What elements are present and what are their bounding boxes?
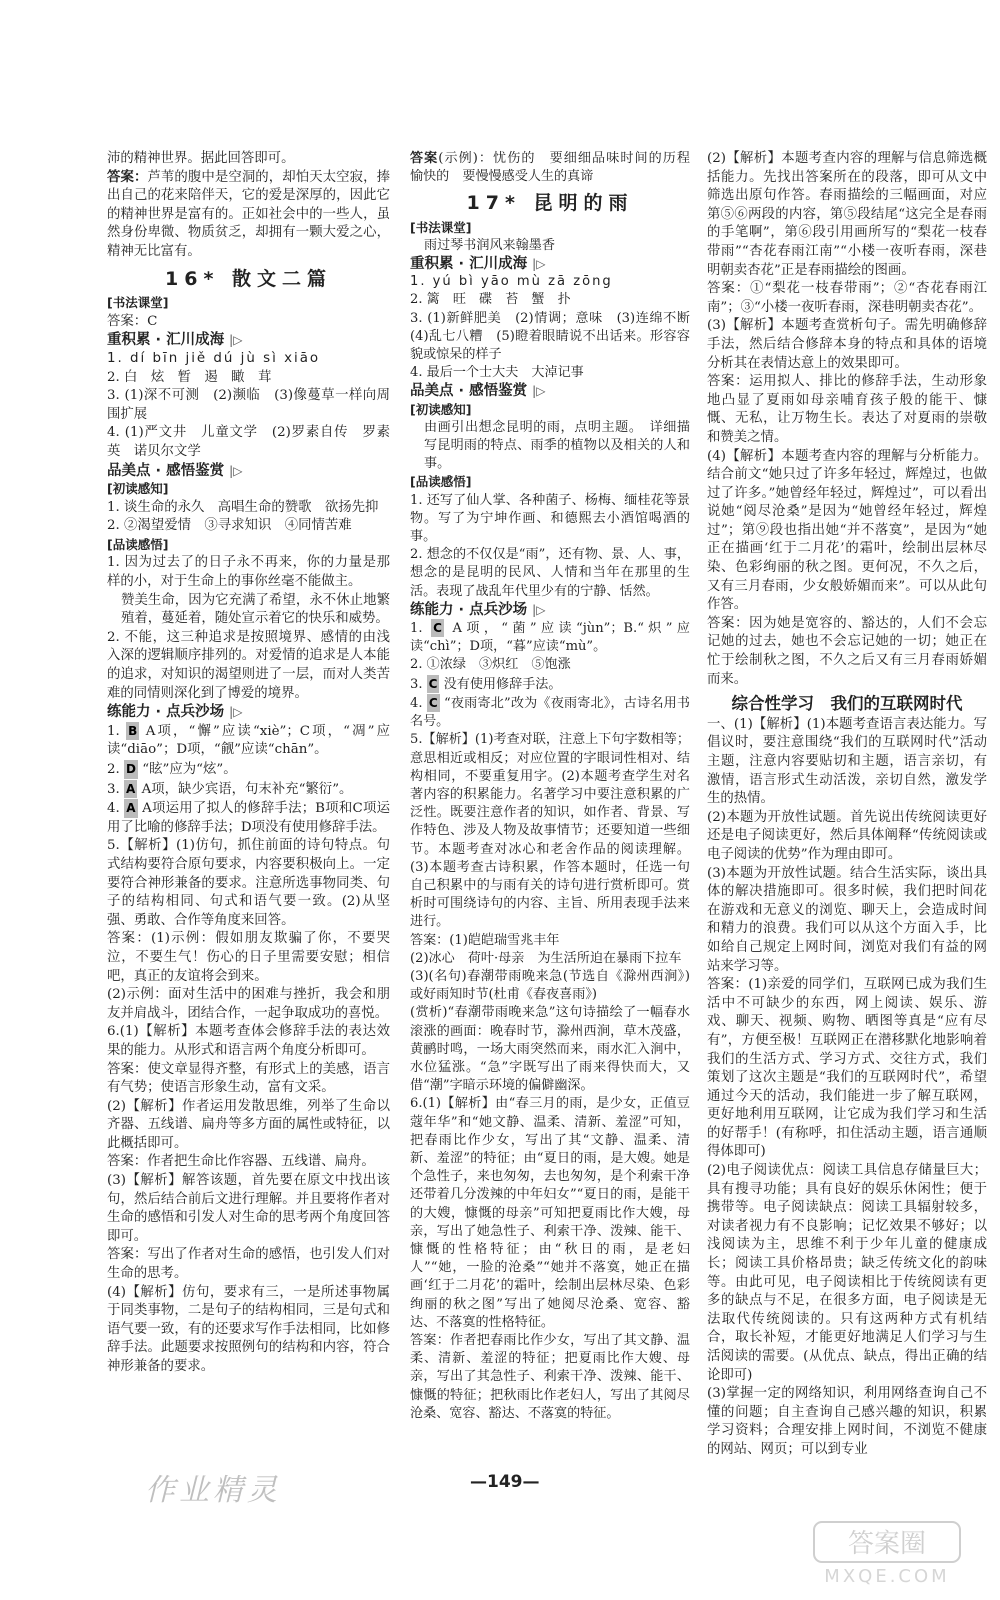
q1-pinyin: 1. yú bì yāo mù zā zōng bbox=[410, 274, 613, 290]
comp-answer: 答案：(1)亲爱的同学们，互联网已成为我们生活中不可缺少的东西，网上阅读、娱乐、游戏、聊天、视频、购物、晒图等真是“应有尽有”，方便至极！互联网正在潜移默化地影响着我们的生活方式、学习方式、交往方式，我们策划了这次主题是“我们的互联网时代”，希望通过今天的活动，我们能进一步了解互联网，更好地利用互联网，让它成为我们学习和生活的好帮手！(有称呼，扣住活动主题，语言通顺得体即可) bbox=[707, 977, 987, 1160]
lian-6-answer: 答案：使文章显得齐整，有形式上的美感，语言有气势；使语言形象生动，富有文采。 bbox=[107, 1061, 390, 1096]
comp-2: (2)本题为开放性试题。首先说出传统阅读更好还是电子阅读更好，然后具体阐释“传统阅读或电子阅读的优势”作为理由即可。 bbox=[707, 809, 987, 862]
pindu-2: 2. 不能，这三种追求是按照境界、感情的由浅入深的逻辑顺序排列的。对爱情的追求是人本能的追求，对知识的渴望则进了一层，而对人类苦难的同情则深化到了博爱的境界。 bbox=[107, 629, 390, 701]
section-label: 品美点 · 感悟鉴赏 bbox=[107, 462, 225, 479]
lian-text: A项，“懈”应读“xiè”；C项，“凋”应读“diāo”；D项，“觎”应读“chān”。 bbox=[107, 723, 390, 758]
section-meidian bbox=[107, 462, 390, 481]
comp-answer-2: (2)电子阅读优点：阅读工具信息存储量巨大；具有搜寻功能；具有良好的娱乐休闲性；便于携带等。电子阅读缺点：阅读工具辐射较多，对读者视力有不良影响；记忆效果不够好；以浅阅读为主，思维不利于少年儿童的健康成长；阅读工具价格昂贵；缺乏传统文化的韵味等。由此可见，电子阅读相比于传统阅读有更多的缺点与不足，在很多方面，电子阅读是无法取代传统阅读的。只有这两种方式有机结合，取长补短，才能更好地满足人们学习与生活阅读的需要。(从优点、缺点，得出正确的结论即可) bbox=[707, 1163, 987, 1383]
para-4-answer: 答案：因为她是宽容的、豁达的，人们不会忘记她的过去，她也不会忘记她的一切；她正在忙于绘制秋之图，不久之后又有三月春雨娇媚而来。 bbox=[707, 615, 987, 687]
lian-5: 5.【解析】(1)仿句，抓住前面的诗句特点。句式结构要符合原句要求，内容要积极向上。一定要符合神形兼备的要求。注意所选事物同类、句子的结构相同、句式和语气要一致。(2)从坚强、勇敢、合作等角度来回答。 bbox=[107, 838, 390, 928]
answer-box: C bbox=[431, 619, 444, 637]
answer-label: 答案 bbox=[410, 151, 439, 166]
lian-6-3: (3)【解析】解答该题，首先要在原文中找出该句，然后结合前后文进行理解。并且要将作者对生命的感悟和引发人对生命的思考两个角度回答即可。 bbox=[107, 1173, 390, 1244]
answer-box: D bbox=[124, 760, 138, 779]
lian-5: 5.【解析】(1)考查对联，注意上下句字数相等；意思相近或相反；对应位置的字眼词性相对、结构相同，不要重复用字。(2)本题考查学生对名著内容的积累能力。名著学习中要注意积累的广泛性。既要注意作者的知识，如作者、背景、写作特色、涉及人物及故事情节；还要知道一些细节。本题考查对冰心和老舍作品的阅读理解。(3)本题考查古诗积累，作答本题时，任选一句自己积累中的与雨有关的诗句进行赏析即可。赏析时可围绕诗句的内容、主旨、所用表现手法来进行。 bbox=[410, 732, 690, 930]
chudu-2: 2. ②渴望爱情 ③寻求知识 ④同情苦难 bbox=[107, 518, 352, 534]
lian-5-answer: 答案：(1)示例：假如朋友欺骗了你，不要哭泣，不要生气！伤心的日子里需要安慰；相信吧，真正的友谊将会到来。 bbox=[107, 931, 390, 984]
svg-text:答案圈: 答案圈 bbox=[847, 1529, 927, 1559]
q2: 2. 篱 旺 碟 苔 蟹 扑 bbox=[410, 292, 571, 308]
column-left bbox=[107, 150, 404, 1377]
lian-4: 4. A A项运用了拟人的修辞手法；B项和C项运用了比喻的修辞手法；D项没有使用修辞手法。 bbox=[107, 801, 390, 835]
answer-box: C bbox=[427, 675, 440, 693]
section-label: 练能力 · 点兵沙场 bbox=[107, 704, 225, 721]
top-answer bbox=[410, 150, 704, 186]
lian-2: 2. D “眩”应为“炫”。 bbox=[107, 762, 237, 777]
section-title-internet: 综合性学习 我们的互联网时代 bbox=[731, 694, 963, 714]
lian-3: 3. A A项，缺少宾语，句末补充“繁衍”。 bbox=[107, 781, 353, 797]
watermark-logo-right bbox=[812, 1520, 962, 1588]
answer-text: 芦苇的腹中是空洞的，却怕天太空寂，捧出自己的花来陪伴天，它的爱是深厚的，因此它的精神世界是富有的。正如社会中的一些人，虽然身份卑微、物质贫乏，却拥有一颗大爱之心，精神无比富有。 bbox=[107, 169, 391, 259]
section-arrow-icon: |▷ bbox=[229, 705, 243, 720]
section-arrow-icon: |▷ bbox=[532, 602, 546, 617]
pindu-1: 1. 还写了仙人掌、各种菌子、杨梅、缅桂花等景物。写了为宁坤作画、和德熙去小酒馆喝酒的事。 bbox=[410, 492, 690, 545]
lian-text: “眩”应为“炫”。 bbox=[142, 762, 237, 777]
lian-text: A项，缺少宾语，句末补充“繁衍”。 bbox=[141, 781, 353, 797]
answer-box: A bbox=[124, 799, 137, 818]
chudu-1: 1. 谈生命的永久 高唱生命的赞歌 欲扬先抑 bbox=[107, 499, 379, 515]
section-label: 练能力 · 点兵沙场 bbox=[410, 601, 528, 618]
lian-text: A项运用了拟人的修辞手法；B项和C项运用了比喻的修辞手法；D项没有使用修辞手法。 bbox=[107, 801, 390, 835]
answer-box: A bbox=[124, 780, 137, 799]
pindu-2: 2. 想念的不仅仅是“雨”，还有物、景、人、事，想念的是昆明的民风、人情和当年在那里的生活。表现了战乱年代里少有的宁静、恬然。 bbox=[410, 547, 690, 599]
svg-text:MXQE.COM: MXQE.COM bbox=[824, 1566, 950, 1587]
watermark-logo-left: 作业精灵 bbox=[145, 1473, 281, 1508]
para-4: (4)【解析】本题考查内容的理解与分析能力。结合前文“她只过了许多年轻过，辉煌过，也做过了许多。”她曾经年轻过，辉煌过”，可以看出说她“阅尽沧桑”是因为“她曾经年轻过，辉煌过”；第⑨段也指出她“并不落寞”，是因为“她正在描画‘红于二月花’的霜叶，绘制出层林尽染、色彩绚丽的秋之图。更何况，不久之后，又有三月春雨，少女般娇媚而来”。可以从此句作答。 bbox=[707, 448, 987, 613]
lian-1: 1. C A项，“菌”应读“jùn”；B.“炽”应读“chì”；D项，“暮”应读“mù”。 bbox=[410, 621, 690, 655]
q4: 4. (1)严文井 儿童文学 (2)罗素自传 罗素 英 诺贝尔文学 bbox=[107, 425, 404, 459]
para-3: (3)【解析】本题考查赏析句子。需先明确修辞手法，然后结合修辞本身的特点和具体的语境分析其在表情达意上的效果即可。 bbox=[707, 318, 987, 371]
comp-3: (3)本题为开放性试题。结合生活实际，谈出具体的解决措施即可。很多时候，我们把时间花在游戏和无意义的浏览、聊天上，会造成时间和精力的浪费。我们可以从这个方面入手，比如给自己规定上网时间，浏览对我们有益的网站来学习等。 bbox=[707, 865, 987, 974]
answer-box: B bbox=[126, 722, 139, 741]
page-number: —149— bbox=[470, 1472, 540, 1492]
pindu-1: 1. 因为过去了的日子永不再来，你的力量是那样的小，对于生命上的事你丝毫不能做主。 bbox=[107, 555, 390, 590]
q3: 3. (1)深不可测 (2)濒临 (3)像蔓草一样向周围扩展 bbox=[107, 388, 390, 422]
q4: 4. 最后一个士大夫 大淖记事 bbox=[410, 365, 584, 381]
chudu-tag: [初读感知] bbox=[107, 481, 169, 497]
shufa-answer: 答案：C bbox=[107, 313, 158, 329]
lian-6: 6.(1)【解析】本题考查体会修辞手法的表达效果的能力。从形式和语言两个角度分析即可。 bbox=[107, 1024, 390, 1058]
comp-1: 一、(1)【解析】(1)本题考查语言表达能力。写倡议时，要注意围绕“我们的互联网时代”活动主题，注意内容要贴切和主题，语言亲切，有激情，语言形式生动活泼，亲切自然，激发学生的热情。 bbox=[707, 716, 987, 807]
intro-answer bbox=[107, 169, 390, 262]
lian-6-2-answer: 答案：作者把生命比作容器、五线谱、扁舟。 bbox=[107, 1154, 375, 1170]
para-3-answer: 答案：运用拟人、排比的修辞手法，生动形象地凸显了夏雨如母亲哺育孩子般的能干、慷慨、无私，让万物生长。表达了对夏雨的崇敬和赞美之情。 bbox=[707, 374, 987, 445]
q3: 3. (1)新鲜肥美 (2)情调；意味 (3)连绵不断 (4)乱七八糟 (5)瞪着眼睛说不出话来。形容容貌或惊呆的样子 bbox=[410, 310, 704, 363]
pindu-1b: 赞美生命，因为它充满了希望，永不休止地繁殖着，蔓延着，随处宣示着它的快乐和威势。 bbox=[121, 592, 390, 627]
column-middle bbox=[410, 150, 704, 1423]
answer-label: 答案： bbox=[107, 169, 148, 185]
lian-5-answer-3: (3)(名句)春潮带雨晚来急(节选自《滁州西涧》)或好雨知时节(杜甫《春夜喜雨》) bbox=[410, 968, 690, 1003]
section-lian bbox=[410, 601, 690, 619]
section-lian bbox=[107, 703, 390, 722]
para-2-answer: 答案：①“梨花一枝春带雨”；②“杏花春雨江南”；③“小楼一夜听春雨，深巷明朝卖杏花”。 bbox=[707, 281, 987, 315]
lian-5-answer: 答案：(1)皑皑瑞雪兆丰年 bbox=[410, 932, 560, 948]
lian-5-answer-2: (2)示例：面对生活中的困难与挫折，我会和朋友并肩战斗，团结合作，一起争取成功的喜悦。 bbox=[107, 987, 390, 1021]
para-2: (2)【解析】本题考查内容的理解与信息筛选概括能力。先找出答案所在的段落，即可从文中筛选出原句作答。春雨描绘的三幅画面，对应第⑤⑥两段的内容，第⑤段结尾“这完全是春雨的手笔啊”，第⑥段引用画所写的“梨花一枝春带雨”“杏花春雨江南”“小楼一夜听春雨，深巷明朝卖杏花”正是春雨描绘的图画。 bbox=[707, 151, 987, 278]
lian-text: A项，“菌”应读“jùn”；B.“炽”应读“chì”；D项，“暮”应读“mù”。 bbox=[410, 621, 690, 655]
section-arrow-icon: |▷ bbox=[532, 384, 546, 399]
section-arrow-icon: |▷ bbox=[229, 333, 243, 348]
shufa-tag: [书法课堂] bbox=[107, 295, 169, 311]
answer-box: C bbox=[427, 694, 440, 712]
lian-6-3-answer: 答案：写出了作者对生命的感悟，也引发人们对生命的思考。 bbox=[107, 1247, 390, 1282]
lian-6-answer: 答案：作者把春雨比作少女，写出了其文静、温柔、清新、羞涩的特征；把夏雨比作大嫂、母亲，写出了其急性子、利索干净、泼辣、能干、慷慨的特征；把秋雨比作老妇人，写出了其阅尽沧桑、宽容、豁达、不落寞的特征。 bbox=[410, 1333, 690, 1421]
lesson-title-16: 16* 散文二篇 bbox=[165, 267, 332, 290]
answer-text: (示例)：忧伤的 要细细品味时间的历程 愉快的 要慢慢感受人生的真谛 bbox=[410, 151, 704, 185]
comp-answer-3: (3)掌握一定的网络知识，利用网络查询自己不懂的问题；自主查询自己感兴趣的知识，积累学习资料；合理安排上网时间，不浏览不健康的网站、网页；可以到专业 bbox=[707, 1386, 987, 1457]
q2: 2. 白 炫 暂 遏 瞰 茸 bbox=[107, 369, 272, 385]
q1-pinyin: 1. dí bīn jiě dú jù sì xiāo bbox=[107, 350, 321, 366]
column-right bbox=[707, 150, 987, 1460]
pindu-tag: [品读感悟] bbox=[107, 536, 169, 552]
lian-1: 1. B A项，“懈”应读“xiè”；C项，“凋”应读“diāo”；D项，“觎”应读“chān”。 bbox=[107, 723, 390, 758]
section-label: 品美点 · 感悟鉴赏 bbox=[410, 383, 528, 400]
section-label: 重积累 · 汇川成海 bbox=[410, 256, 528, 273]
lian-6: 6.(1)【解析】由“春三月的雨，是少女，正值豆蔻年华”和“她文静、温柔、清新、羞涩”可知，把春雨比作少女，写出了其“文静、温柔、清新、羞涩”的特征；由“夏日的雨，是大嫂。她是个急性子，来也匆匆，去也匆匆，是个利索干净还带着几分泼辣的中年妇女”“夏日的雨，是能干的大嫂，慷慨的母亲”可知把夏雨比作大嫂，母亲，写出了她急性子、利索干净、泼辣、能干、慷慨的性格特征；由“秋日的雨，是老妇人”“她，一脸的沧桑”“她并不落寞，她正在描画‘红于二月花’的霜叶，绘制出层林尽染、色彩绚丽的秋之图”写出了她阅尽沧桑、宽容、豁达、不落寞的性格特征。 bbox=[410, 1096, 690, 1330]
chudu-text: 由画引出想念昆明的雨，点明主题。 详细描写昆明雨的特点、雨季的植物以及相关的人和事。 bbox=[424, 419, 690, 472]
shufa-tag: [书法课堂] bbox=[410, 219, 472, 235]
chudu-tag: [初读感知] bbox=[410, 401, 472, 417]
lian-6-4: (4)【解析】仿句，要求有三，一是所述事物属于同类事物，二是句子的结构相同，三是句式和语气要一致，有的还要求写作手法相同，比如修辞手法。此题要求按照例句的结构和内容，符合神形兼备的要求。 bbox=[107, 1284, 390, 1374]
lian-5-answer-2: (2)冰心 荷叶·母亲 为生活所迫在暴雨下拉车 bbox=[410, 950, 682, 966]
lian-6-2: (2)【解析】作者运用发散思维，列举了生命以齐器、五线谱、扁舟等多方面的属性或特征，以此概括即可。 bbox=[107, 1098, 390, 1151]
lesson-title-17: 17* 昆明的雨 bbox=[466, 192, 634, 215]
lian-text: 没有使用修辞手法。 bbox=[443, 676, 562, 692]
lian-2: 2. ①浓绿 ③炽红 ⑤饱涨 bbox=[410, 657, 571, 673]
lian-3: 3. C 没有使用修辞手法。 bbox=[410, 676, 562, 692]
section-meidian bbox=[410, 382, 690, 400]
lian-4: 4. C “夜雨寄北”改为《夜雨寄北》，古诗名用书名号。 bbox=[410, 695, 691, 730]
section-arrow-icon: |▷ bbox=[532, 257, 546, 272]
shufa-line: 雨过琴书润风来翰墨香 bbox=[424, 237, 555, 253]
section-label: 重积累 · 汇川成海 bbox=[107, 332, 225, 349]
section-jilei bbox=[107, 331, 390, 350]
section-jilei bbox=[410, 255, 690, 273]
section-arrow-icon: |▷ bbox=[229, 463, 243, 478]
lian-5-answer-4: (赏析)“春潮带雨晚来急”这句诗描绘了一幅春水滚涨的画面：晚春时节，滁州西涧，草木茂盛，黄鹂时鸣，一场大雨突然而来，雨水汇入涧中，水位猛涨。“急”字既写出了雨来得快而大，又借“潮”字暗示环境的偏僻幽深。 bbox=[410, 1005, 690, 1094]
intro-line: 沛的精神世界。据此回答即可。 bbox=[107, 151, 295, 166]
lian-text: “夜雨寄北”改为《夜雨寄北》，古诗名用书名号。 bbox=[410, 695, 691, 730]
pindu-tag: [品读感悟] bbox=[410, 474, 472, 490]
